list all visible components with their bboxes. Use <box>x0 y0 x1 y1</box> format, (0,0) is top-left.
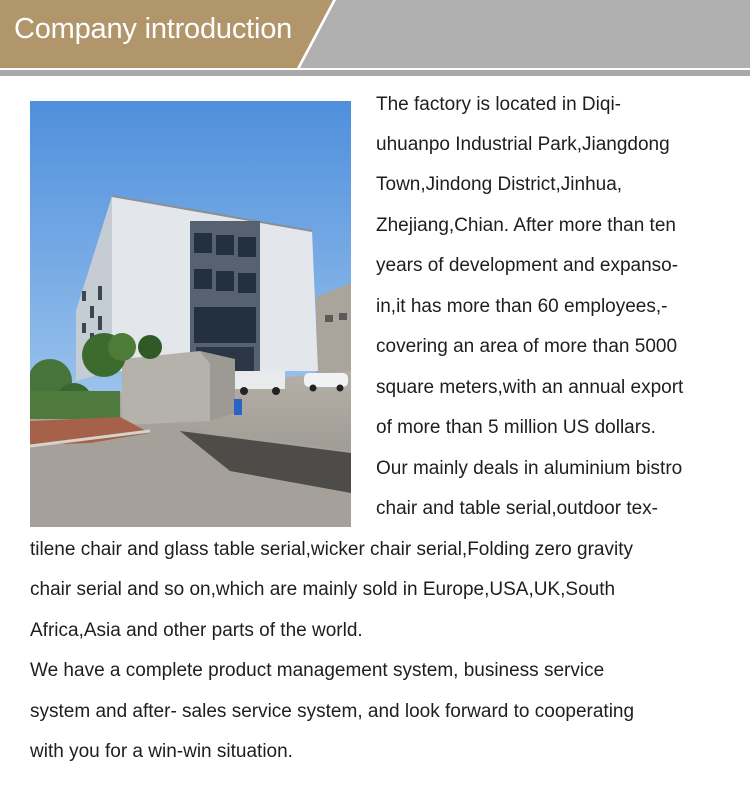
cooperation-line: We have a complete product management system, business service <box>30 660 605 681</box>
cooperation-line: with you for a win-win situation. <box>30 741 293 762</box>
intro-line: The factory is located in Diqi- <box>376 94 621 115</box>
intro-line: Africa,Asia and other parts of the world. <box>30 620 363 641</box>
page-title: Company introduction <box>14 13 293 45</box>
intro-line: Town,Jindong District,Jinhua, <box>376 174 623 195</box>
intro-line: chair and table serial,outdoor tex- <box>376 498 658 519</box>
intro-line: years of development and expanso- <box>376 255 679 276</box>
cooperation-line: system and after- sales service system, and look forward to cooperating <box>30 701 635 722</box>
intro-line: covering an area of more than 5000 <box>376 336 678 357</box>
header-gray-banner <box>300 0 750 68</box>
intro-line: square meters,with an annual export <box>376 377 684 398</box>
intro-line: tilene chair and glass table serial,wicker chair serial,Folding zero gravity <box>30 539 633 560</box>
header-divider <box>0 70 750 76</box>
intro-line: chair serial and so on,which are mainly sold in Europe,USA,UK,South <box>30 579 616 600</box>
intro-line: in,it has more than 60 employees,- <box>376 296 668 317</box>
section-header <box>0 0 750 68</box>
intro-line: uhuanpo Industrial Park,Jiangdong <box>376 134 670 155</box>
intro-line: of more than 5 million US dollars. <box>376 417 656 438</box>
factory-photo <box>30 101 351 527</box>
intro-line: Our mainly deals in aluminium bistro <box>376 458 683 479</box>
intro-line: Zhejiang,Chian. After more than ten <box>376 215 676 236</box>
